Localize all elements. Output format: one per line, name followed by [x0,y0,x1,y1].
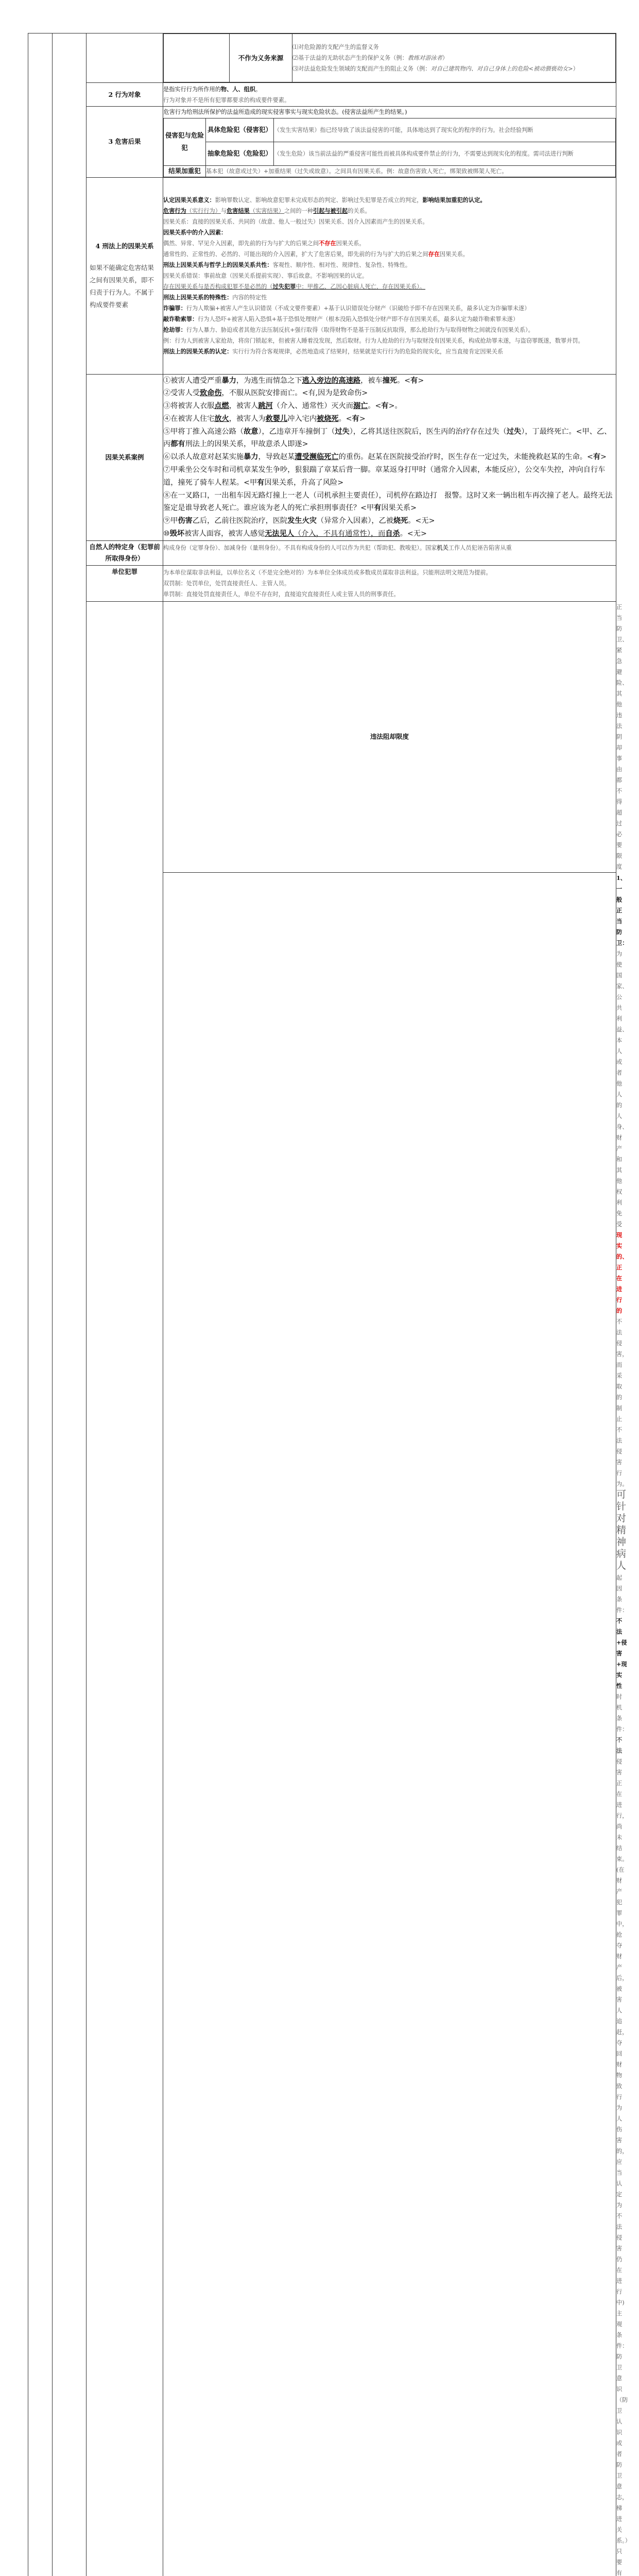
case-8: ⑧在一叉路口，一出租车因无路灯撞上一老人（司机承担主要责任），司机停在路边打 报警。这时又来一辆出租车再次撞了老人。最终无法鉴定是谁导致老人死亡。谁应该为老人的死亡承担刑事责任？<甲有因果关系> [163,489,616,515]
harm-intro: 危害行为给刑法所保护的法益所造成的现实侵害事实与现实危险状态。(侵害法益所产生的结果。) [164,107,616,118]
omission-blank [164,34,230,82]
harm-label: 3 危害后果 [87,107,163,178]
identity-content: 构成身份（定罪身份）、加减身份（量刑身份）。不具有构成身份的人可以作为共犯（帮助犯、教唆犯）。国家机关工作人员犯诬告陷害从重 [163,540,616,565]
abstract-danger-text: （发生危险）该当前法益的严重侵害可能性而被具体构成要件禁止的行为，不需要达到现实化的程度。需司法进行判断 [274,142,616,165]
concrete-danger-label: 具体危险犯（侵害犯） [206,118,274,142]
case-2: ②受害人受致命伤，不服从医院安排而亡。<有,因为是致命伤> [163,387,616,400]
subcategory-cell [53,33,87,2576]
causation-label-cell [87,177,163,374]
cases-label: 因果关系案例 [87,374,163,540]
aggravated-text: 基本犯（故意或过失）+加重结果（过失或故意）。之间具有因果关系。例：故意伤害致人死亡，绑架致被绑架人死亡。 [206,165,616,177]
causation-label: 4 刑法上的因果关系 [87,240,163,252]
case-10: ⑩毁坏被害人面容，被害人感觉无法见人（介入，不具有通常性），而自杀。<无> [163,528,616,540]
justification-label [87,601,163,2576]
abstract-danger-label: 抽象危险犯（危险犯） [206,142,274,165]
case-4: ④在被害人住宅放火，被害人为救婴儿冲入宅内被烧死。<有> [163,413,616,426]
case-6: ⑥以杀人故意对赵某实施暴力，导致赵某遭受濒临死亡的重伤。赵某在医院接受治疗时，医生存在一定过失，未能挽救赵某的生命。<有> [163,451,616,464]
unit-content: 为本单位谋取非法利益，以单位名义（不是完全绝对的）为本单位全体成员或多数成员谋取非法利益。只能刑法明文规范为提前。 双罚制：处罚单位，处罚直接责任人、主管人员。 单罚制：直接处罚直接责任人，单位不存在时，直接追究直接责任人或主管人员的刑事责任。 [163,565,616,601]
defense-label [163,872,616,2576]
cases-content [163,374,616,540]
causation-content: 认定因果关系意义：影响罪数认定、影响故意犯罪未完成形态的判定、影响过失犯罪是否成立的判定，影响结果加重犯的认定。 危害行为（实行行为）与危害结果（实害结果）之间的一种引起与被引起的关系。 因果关系：直接的因果关系、共同的（故意、他人一般过失）因果关系、因介入因素而产生的因果关系。 因果关系中的介入因素： 偶然、异常、罕见介入因素，即先前的行为与扩大的后果之间不存在因果关系。 通常性的、正常性的、必然的、可能出现的介入因素，扩大了危害后果，即先前的行为与扩大的后果之间存在因果关系。 刑法上因果关系与哲学上的因果关系共性：客观性、顺序性、相对性、规律性、复杂性、特殊性。 因果关系错误：事前故意（因果关系提前实现）、事后故意。不影响因果的认定。 存在因果关系与是否构成犯罪不是必然的（过失犯罪中：甲推乙，乙因心脏病人死亡，存在因果关系）。 刑法上因果关系的特殊性：内容的特定性 诈骗罪：行为人欺骗+被害人产生认识错误（不成文要件要素）+基于认识错误处分财产（识破给予即不存在因果关系，最多认定为诈骗罪未遂） 敲诈勒索罪：行为人恐吓+被害人陷入恐惧+基于恐惧处理财产（根本没陷入恐惧处分财产即不存在因果关系，最多认定为敲诈勒索罪未遂） 抢劫罪：行为人暴力、胁迫或者其他方法压制反抗+强行取得（取得财物不是基于压制反抗取得，那么抢劫行为与取得财物之间就没有因果关系）。 例：行为人到被害人家抢劫，将房门锁起来，但被害人睡着没发现，然后取财。行为人抢劫的行为与取财没有因果关系，构成抢劫罪未遂，与盗窃罪既遂，数罪并罚。 刑法上的因果关系的认定：实行行为符合客观规律，必然地造成了结果时，结果就是实行行为的危险的现实化，应当直接肯定因果关系 [163,177,616,374]
omission-label: 不作为义务来源 [230,34,292,82]
harm-sub-label: 侵害犯与危险犯 [164,118,206,165]
omission-items: ⑴对危险源的支配产生的监督义务 ⑵基于法益的无助状态产生的保护义务（例：教练对游泳者） ⑶对法益危险发生领域的支配而产生的阻止义务（例：对自己建筑物内、对自己身体上的危险<被动猥亵幼女>） [292,34,616,82]
case-7: ⑦甲乘坐公交车时和司机章某发生争吵，狠狠踹了章某后背一脚。章某返身打甲时（通常介入因素，本能反应），公交车失控，冲向自行车道，撞死了骑车人程某。<甲有因果关系，升高了风险> [163,464,616,489]
concrete-danger-text: （发生实害结果）指已经导致了该法益侵害的可能，具体地达到了现实化的程序的行为。社会经验判断 [274,118,616,142]
harm-content-cell [163,107,616,178]
case-5: ⑤甲将丁推入高速公路（故意），乙违章开车撞倒丁（过失），乙将其送往医院后，医生丙的治疗存在过失（过失），丁最终死亡。<甲、乙、丙都有刑法上的因果关系，甲故意杀人即遂> [163,426,616,451]
causation-note: 如果不能确定危害结果之间有因果关系，即不归责于行为人。不属于构成要件要素 [87,262,163,311]
unit-label: 单位犯罪 [87,565,163,601]
aggravated-label: 结果加重犯 [164,165,206,177]
object-content: 是指实行行为所作用的物、人、组织。 行为对象并不是所有犯罪都要求的构成要件要素。 [163,83,616,107]
omission-content-cell [163,33,616,83]
limit-label: 违法阻却限度 [163,601,616,872]
omission-empty-cell [87,33,163,83]
case-9: ⑨甲伤害乙后，乙前往医院治疗，医院发生火灾（异常介入因素），乙被烧死。<无> [163,515,616,528]
case-1: ①被害人遭受严重暴力，为逃生而情急之下逃入旁边的高速路，被车撞死。<有> [163,375,616,387]
law-notes-table: 不作为义务来源 ⑴对危险源的支配产生的监督义务 ⑵基于法益的无助状态产生的保护义务（例：教练对游泳者） ⑶对法益危险发生领域的支配而产生的阻止义务（例：对自己建筑物内、对自己身体上的危险<被动猥亵幼女>） 2 行为对象 是指实行行为所作用的物、人、组织。 行为对象并不是所有犯罪都要求的构成要件要素。 3 危害后果 危害行为给刑法所保护的法益所造成的现实侵害事实与现实危险状态。(侵害法益所产生的结果。) 侵害犯与危险犯 具体危险犯（侵害犯） （发生实害结果）指已经导致了该法益侵害的可能，具体地达到了现实化的程序的行为。社会经验判断 抽象危险犯（危险犯） （发生危险）该当前法益的严重侵害可能性而被具体构成要件禁止的行为，不需要达到现实化的程度。需司法进行判断 结果加重犯 基本犯（故意或过失）+加重结果（过失或故意）。之间具有因果关系。例：故意伤害致人死亡，绑架致被绑架人死亡。 4 刑法上的因果关系 如果不能确定危害结果之间有因果关系，即不归责于行为人。不属于构成要件要素 认定因果关系意义：影响罪数认定、影响故意犯罪未完成形态的判定、影响过失犯罪是否成立的判定，影响结果加重犯的认定。 危害行为（实行行为）与危害结果（实害结果）之间的一种引起与被引起的关系。 因果关系：直接的因果关系、共同的（故意、他人一般过失）因果关系、因介入因素而产生的因果关系。 因果关系中的介入因素： 偶然、异常、罕见介入因素，即先前的行为与扩大的后果之间不存在因果关系。 通常性的、正常性的、必然的、可能出现的介入因素，扩大了危害后果，即先前的行为与扩大的后果之间存在因果关系。 刑法上因果关系与哲学上的因果关系共性：客观性、顺序性、相对性、规律性、复杂性、特殊性。 因果关系错误：事前故意（因果关系提前实现）、事后故意。不影响因果的认定。 存在因果关系与是否构成犯罪不是必然的（过失犯罪中：甲推乙，乙因心脏病人死亡，存在因果关系）。 刑法上因果关系的特殊性：内容的特定性 诈骗罪：行为人欺骗+被害人产生认识错误（不成文要件要素）+基于认识错误处分财产（识破给予即不存在因果关系，最多认定为诈骗罪未遂） 敲诈勒索罪：行为人恐吓+被害人陷入恐惧+基于恐惧处理财产（根本没陷入恐惧处分财产即不存在因果关系，最多认定为敲诈勒索罪未遂） 抢劫罪：行为人暴力、胁迫或者其他方法压制反抗+强行取得（取得财物不是基于压制反抗取得，那么抢劫行为与取得财物之间就没有因果关系）。 例：行为人到被害人家抢劫，将房门锁起来，但被害人睡着没发现，然后取财。行为人抢劫的行为与取财没有因果关系，构成抢劫罪未遂，与盗窃罪既遂，数罪并罚。 刑法上的因果关系的认定：实行行为符合客观规律，必然地造成了结果时，结果就是实行行为的危险的现实化，应当直接肯定因果关系 因果关系案例 ①被害人遭受严重暴力，为逃生而情急之下逃入旁边的高速路，被车撞死。<有> ②受害人受致命伤，不服从医院安排而亡。<有,因为是致命伤> ③将被害人衣服点燃，被害人跳河（介入、通常性）灭火而溺亡。<有>。 ④在被害人住宅放火，被害人为救婴儿冲入宅内被烧死。<有> ⑤甲将丁推入高速公路（故意），乙违章开车撞倒丁（过失），乙将其送往医院后，医生丙的治疗存在过失（过失），丁最终死亡。<甲、乙、丙都有刑法上的因果关系，甲故意杀人即遂> ⑥以杀人故意对赵某实施暴力，导致赵某遭受濒临死亡的重伤。赵某在医院接受治疗时，医生存在一定过失，未能挽救赵某的生命。<有> ⑦甲乘坐公交车时和司机章某发生争吵，狠狠踹了章某后背一脚。章某返身打甲时（通常介入因素，本能反应），公交车失控，冲向自行车道，撞死了骑车人程某。<甲有因果关系，升高了风险> ⑧在一叉路口，一出租车因无路灯撞上一老人（司机承担主要责任），司机停在路边打 报警。这时又来一辆出租车再次撞了老人。最终无法鉴定是谁导致老人死亡。谁应该为老人的死亡承担刑事责任？<甲有因果关系> ⑨甲伤害乙后，乙前往医院治疗，医院发生火灾（异常介入因素），乙被烧死。<无> ⑩毁坏被害人面容，被害人感觉无法见人（介入，不具有通常性），而自杀。<无> 自然人的特定身（犯罪前所取得身份） 构成身份（定罪身份）、加减身份（量刑身份）。不具有构成身份的人可以作为共犯（帮助犯、教唆犯）。国家机关工作人员犯诬告陷害从重 单位犯罪 为本单位谋取非法利益，以单位名义（不是完全绝对的）为本单位全体成员或多数成员谋取非法利益。只能刑法明文规范为提前。 双罚制：处罚单位，处罚直接责任人、主管人员。 单罚制：直接处罚直接责任人，单位不存在时，直接追究直接责任人或主管人员的刑事责任。 违法阻却限度 正当防卫、紧急避险、其他违法阴却事由都不得超过必要限度 1、一般正当防卫：为使国家、公共利益、本人或者他人的人身、财产和其他权利免受现实的、正在进行的不法侵害，而采取的制止不法侵害行为。可针对精神病人 起因条件：不法+侵害+现实性 时机条件：不法侵害正在进行，尚未结束。(在财产犯罪中，抢夺财产后，被害人追赶，夺回财物致行为人伤害的，应当认定为不法侵害仍在进行中) 主观条件：防卫意识（防卫认识或者防卫意志，梯进关系。）只要有 [28,33,616,2576]
identity-label: 自然人的特定身（犯罪前所取得身份） [87,540,163,565]
case-3: ③将被害人衣服点燃，被害人跳河（介入、通常性）灭火而溺亡。<有>。 [163,400,616,413]
outer-category-cell [28,33,53,2576]
object-label: 2 行为对象 [87,83,163,107]
